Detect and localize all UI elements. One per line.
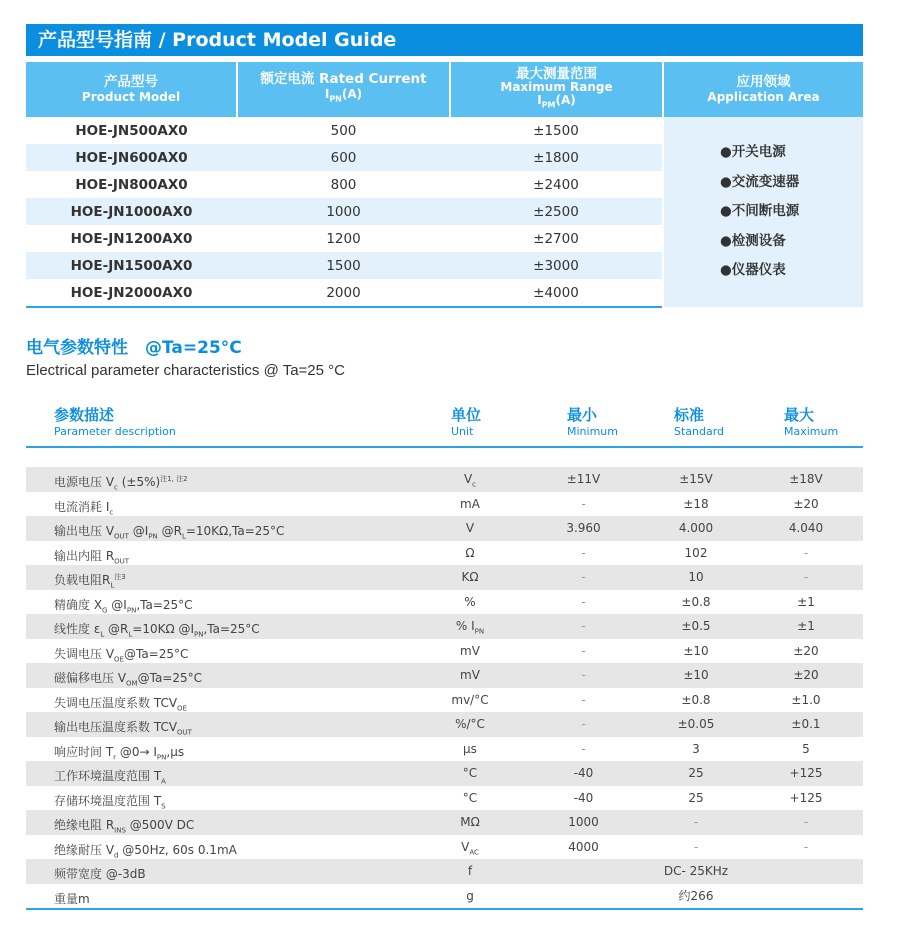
param-name-part: PN bbox=[148, 532, 158, 541]
param-name-part: OM bbox=[126, 679, 138, 688]
unit-text: mA bbox=[460, 496, 480, 511]
rated-current-cell: 2000 bbox=[237, 279, 450, 307]
param-name-part: 存储环境温度范围 T bbox=[54, 793, 162, 808]
unit-text: μs bbox=[463, 741, 477, 756]
param-standard: ±10 bbox=[683, 643, 709, 658]
param-minimum: - bbox=[581, 545, 586, 560]
unit-text: mV bbox=[460, 643, 480, 658]
max-range-cell: ±2700 bbox=[533, 230, 579, 247]
table-row bbox=[26, 663, 863, 688]
param-name-part: 输出电压 V bbox=[54, 524, 115, 538]
param-name-part: 工作环境温度范围 T bbox=[54, 769, 162, 783]
param-maximum: +125 bbox=[789, 790, 823, 805]
param-name-part: PN bbox=[156, 752, 167, 761]
model-cell: HOE-JN1200AX0 bbox=[70, 230, 193, 247]
param-name-part: S bbox=[161, 801, 166, 810]
header-maximum-range: 最大测量范围 Maximum Range $I_{PM}(A)$ bbox=[450, 62, 663, 117]
param-name-part: 注1, 注2 bbox=[160, 475, 188, 483]
param-name-part: 负载电阻R bbox=[54, 573, 111, 587]
param-name-part: OE bbox=[114, 654, 124, 663]
model-table-header bbox=[26, 62, 863, 117]
param-standard: ±15V bbox=[679, 472, 713, 486]
param-table-header bbox=[26, 400, 863, 448]
application-item: ●仪器仪表 bbox=[720, 262, 786, 279]
param-name-part: 重量m bbox=[54, 891, 90, 906]
header-application-area: 应用领域 Application Area bbox=[663, 62, 863, 117]
param-standard: 25 bbox=[688, 766, 704, 780]
unit-subscript: AC bbox=[469, 847, 479, 856]
rated-current-cell: 600 bbox=[237, 144, 450, 171]
table-row bbox=[26, 639, 863, 664]
param-name-part: PN bbox=[126, 605, 137, 614]
param-name-part: L bbox=[110, 581, 115, 590]
param-minimum: - bbox=[581, 619, 586, 633]
param-name-part: c bbox=[114, 483, 118, 492]
param-name-part: 输出电压温度系数 TCV bbox=[54, 720, 178, 734]
table-row bbox=[26, 835, 863, 860]
param-name-part: @Ta=25°C bbox=[137, 671, 202, 685]
max-range-cell: ±2500 bbox=[450, 198, 663, 225]
param-minimum: ±11V bbox=[566, 472, 601, 486]
param-value-span: 约266 bbox=[678, 888, 714, 903]
model-cell: HOE-JN1000AX0 bbox=[26, 198, 237, 225]
param-name bbox=[54, 884, 90, 917]
header-parameter-description: 参数描述 Parameter description bbox=[54, 406, 176, 438]
table-row bbox=[26, 541, 863, 566]
param-minimum: - bbox=[581, 570, 586, 584]
section-title: 电气参数特性 @Ta=25°C bbox=[26, 338, 242, 358]
param-name-part: @500V DC bbox=[125, 818, 195, 832]
param-minimum: - bbox=[581, 643, 586, 658]
application-item: ●检测设备 bbox=[720, 232, 786, 249]
param-table-body bbox=[26, 467, 863, 908]
param-minimum: 4000 bbox=[568, 839, 599, 854]
param-standard: ±18 bbox=[683, 496, 709, 511]
param-standard: ±10 bbox=[683, 668, 709, 682]
param-minimum: - bbox=[581, 692, 586, 707]
table-row bbox=[26, 516, 863, 541]
param-maximum: ±20 bbox=[793, 668, 819, 682]
table-row bbox=[26, 712, 863, 737]
unit-subscript: c bbox=[472, 480, 477, 489]
param-minimum: - bbox=[581, 717, 586, 731]
param-maximum: - bbox=[803, 570, 809, 584]
param-name-part: L bbox=[128, 630, 133, 639]
param-name-part: @R bbox=[157, 524, 182, 538]
model-cell: HOE-JN800AX0 bbox=[75, 176, 188, 193]
param-name-part: L bbox=[181, 532, 186, 541]
param-name-part: @50Hz, 60s 0.1mA bbox=[118, 842, 237, 857]
header-rated-current: 额定电流 Rated Current $I_{PN}(A)$ bbox=[237, 62, 450, 117]
param-minimum: - bbox=[581, 668, 586, 682]
table-row bbox=[26, 884, 863, 909]
header-product-model: 产品型号 Product Model bbox=[26, 62, 237, 117]
unit-text: mV bbox=[460, 668, 480, 682]
param-maximum: ±1 bbox=[797, 594, 815, 609]
param-name-part: 失调电压温度系数 TCV bbox=[54, 695, 178, 710]
unit-text: V bbox=[461, 839, 470, 854]
param-name-part: ,Ta=25°C bbox=[136, 597, 193, 612]
max-range-cell: ±2400 bbox=[533, 176, 579, 193]
param-standard: - bbox=[693, 815, 699, 829]
param-name-part: @I bbox=[107, 597, 127, 612]
unit-text: KΩ bbox=[461, 570, 479, 584]
param-name-part: OUT bbox=[114, 532, 129, 541]
param-name-part: @0→ I bbox=[116, 744, 157, 759]
unit-text: f bbox=[467, 864, 473, 878]
param-name-part: PN bbox=[194, 630, 204, 639]
param-maximum: - bbox=[803, 839, 809, 854]
application-item: ●交流变速器 bbox=[720, 173, 800, 190]
rated-current-cell: 1500 bbox=[237, 252, 450, 279]
param-name-part: OUT bbox=[177, 728, 192, 737]
product-model-table bbox=[26, 62, 863, 308]
param-name-part: L bbox=[100, 630, 105, 639]
param-name-part: 注3 bbox=[114, 573, 126, 581]
param-maximum: ±0.1 bbox=[791, 717, 821, 731]
rated-current-cell: 1200 bbox=[326, 230, 361, 247]
table-row bbox=[26, 688, 863, 713]
param-name-part: ,μs bbox=[166, 744, 185, 759]
param-name-part: ,Ta=25°C bbox=[203, 622, 260, 636]
param-standard: 102 bbox=[684, 545, 708, 560]
param-name-part: 失调电压 V bbox=[54, 646, 115, 661]
table-row bbox=[26, 565, 863, 590]
table-row bbox=[26, 859, 863, 884]
rated-current-cell: 1000 bbox=[237, 198, 450, 225]
unit-text: MΩ bbox=[460, 815, 480, 829]
section-subtitle: Electrical parameter characteristics @ Ta=25 °C bbox=[26, 362, 345, 379]
param-name-part: OE bbox=[177, 703, 187, 712]
param-name-part: 输出内阻 R bbox=[54, 548, 115, 563]
param-standard: 25 bbox=[688, 790, 704, 805]
param-standard: ±0.05 bbox=[677, 717, 715, 731]
rated-current-cell: 500 bbox=[330, 122, 357, 139]
unit-text: V bbox=[463, 472, 473, 486]
param-name-part: 绝缘耐压 V bbox=[54, 842, 115, 857]
param-name-part: G bbox=[102, 605, 108, 614]
param-minimum: -40 bbox=[573, 790, 594, 805]
param-name-part: (±5%) bbox=[117, 475, 161, 489]
model-cell: HOE-JN2000AX0 bbox=[26, 279, 237, 307]
unit-text: g bbox=[466, 888, 474, 903]
param-name-part: 电源电压 V bbox=[54, 475, 115, 489]
param-name-part: 绝缘电阻 R bbox=[54, 818, 115, 832]
table-row bbox=[26, 761, 863, 786]
param-name-part: INS bbox=[114, 826, 126, 835]
param-maximum: ±20 bbox=[793, 496, 819, 511]
param-name-part: c bbox=[109, 507, 114, 516]
header-unit: 单位 Unit bbox=[451, 406, 482, 438]
param-maximum: - bbox=[803, 545, 809, 560]
unit-text: Ω bbox=[465, 545, 475, 560]
unit-text: %/°C bbox=[455, 717, 485, 731]
rated-current-cell: 800 bbox=[330, 176, 357, 193]
header-minimum: 最小 Minimum bbox=[567, 406, 618, 438]
param-name-part: =10KΩ @I bbox=[132, 622, 194, 636]
table-row bbox=[26, 737, 863, 762]
param-name-part: 磁偏移电压 V bbox=[54, 671, 127, 685]
param-name-part: @Ta=25°C bbox=[123, 646, 189, 661]
application-area-cell bbox=[663, 117, 863, 307]
param-minimum: - bbox=[581, 741, 586, 756]
max-range-cell: ±1800 bbox=[450, 144, 663, 171]
header-standard: 标准 Standard bbox=[674, 406, 725, 438]
unit-text: °C bbox=[462, 790, 478, 805]
param-maximum: +125 bbox=[789, 766, 823, 780]
param-name-part: =10KΩ,Ta=25°C bbox=[185, 524, 285, 538]
unit-text: % bbox=[464, 594, 476, 609]
table-row bbox=[26, 810, 863, 835]
param-name-part: OUT bbox=[114, 556, 130, 565]
param-maximum: ±18V bbox=[789, 472, 823, 486]
param-name-part: 电流消耗 I bbox=[54, 499, 110, 514]
param-name-part: @R bbox=[104, 622, 129, 636]
param-name-part: 精确度 X bbox=[54, 597, 103, 612]
param-value-span: DC- 25KHz bbox=[663, 864, 729, 878]
param-maximum: ±1 bbox=[797, 619, 815, 633]
param-standard: - bbox=[693, 839, 699, 854]
model-cell: HOE-JN500AX0 bbox=[75, 122, 188, 139]
model-cell: HOE-JN1500AX0 bbox=[26, 252, 237, 279]
param-maximum: 5 bbox=[802, 741, 810, 756]
max-range-cell: ±4000 bbox=[450, 279, 663, 307]
param-name-part: @I bbox=[128, 524, 149, 538]
param-name-part: A bbox=[161, 777, 166, 786]
page-banner: 产品型号指南 / Product Model Guide bbox=[26, 24, 863, 56]
table-row bbox=[26, 614, 863, 639]
param-minimum: 1000 bbox=[568, 815, 599, 829]
table-row bbox=[26, 786, 863, 811]
param-name-part: r bbox=[113, 752, 117, 761]
unit-text: mv/°C bbox=[451, 692, 489, 707]
application-item: ●开关电源 bbox=[720, 144, 786, 161]
param-standard: 10 bbox=[688, 570, 704, 584]
unit-text: % I bbox=[455, 619, 475, 633]
table-row bbox=[26, 492, 863, 517]
param-standard: ±0.8 bbox=[681, 692, 711, 707]
unit-text: V bbox=[465, 521, 475, 535]
param-name-part: 线性度 ε bbox=[54, 622, 101, 636]
table-row bbox=[26, 467, 863, 492]
application-item: ●不间断电源 bbox=[720, 203, 800, 220]
param-name-part: 频带宽度 @-3dB bbox=[54, 867, 146, 881]
param-maximum: - bbox=[803, 815, 809, 829]
param-maximum: ±1.0 bbox=[791, 692, 821, 707]
table-row bbox=[26, 590, 863, 615]
param-name-part: d bbox=[114, 850, 119, 859]
table-bottom-rule bbox=[26, 908, 863, 910]
param-maximum: 4.040 bbox=[788, 521, 824, 535]
param-minimum: - bbox=[581, 496, 586, 511]
unit-subscript: PN bbox=[474, 627, 485, 636]
param-minimum: -40 bbox=[573, 766, 594, 780]
param-minimum: - bbox=[581, 594, 586, 609]
param-name-part: 响应时间 T bbox=[54, 744, 114, 759]
max-range-cell: ±3000 bbox=[450, 252, 663, 279]
param-maximum: ±20 bbox=[793, 643, 819, 658]
param-standard: 3 bbox=[692, 741, 700, 756]
param-standard: ±0.8 bbox=[681, 594, 711, 609]
param-standard: ±0.5 bbox=[681, 619, 711, 633]
unit-text: °C bbox=[462, 766, 478, 780]
param-minimum: 3.960 bbox=[566, 521, 601, 535]
header-maximum: 最大 Maximum bbox=[784, 406, 839, 438]
table-row bbox=[26, 117, 863, 144]
max-range-cell: ±1500 bbox=[533, 122, 579, 139]
model-cell: HOE-JN600AX0 bbox=[26, 144, 237, 171]
param-standard: 4.000 bbox=[678, 521, 714, 535]
